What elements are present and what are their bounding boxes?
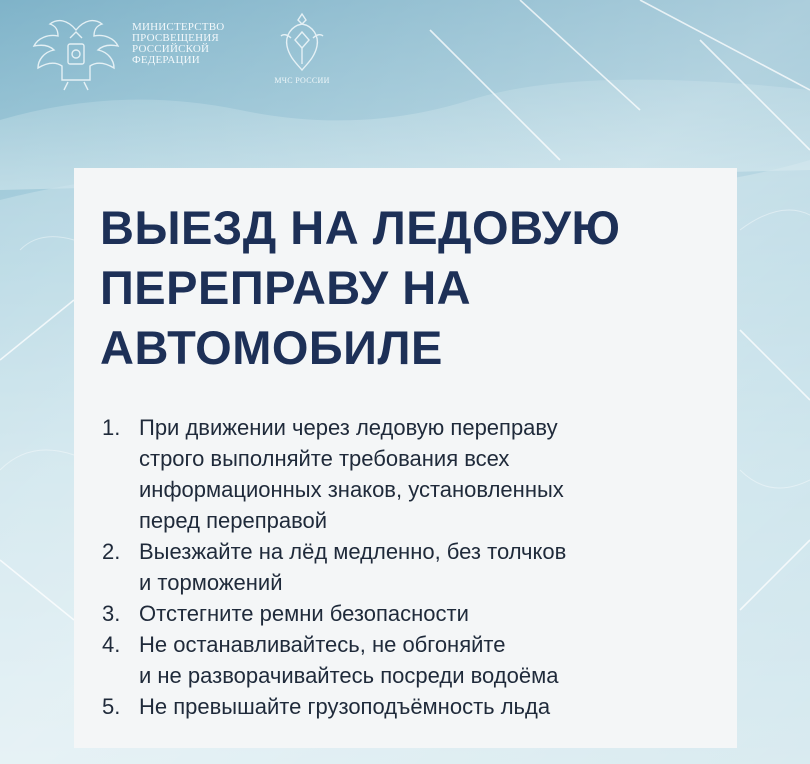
rule-text-line: Выезжайте на лёд медленно, без толчков: [139, 539, 567, 564]
rule-number: 3.: [102, 601, 121, 626]
ministry-header: [28, 10, 252, 92]
rule-text-line: Не превышайте грузоподъёмность льда: [139, 694, 551, 719]
rule-text-line: перед переправой: [139, 508, 328, 533]
rule-item: [102, 691, 722, 722]
ministry-name-line: ФЕДЕРАЦИИ: [132, 54, 200, 66]
rule-item: [102, 629, 722, 691]
ministry-name-line: МИНИСТЕРСТВО: [132, 21, 225, 33]
rule-number: 4.: [102, 632, 121, 657]
card-title: [100, 198, 620, 378]
double-headed-eagle-emblem-icon: [28, 10, 124, 92]
rule-number: 5.: [102, 694, 121, 719]
card-title-line: ПЕРЕПРАВУ НА: [100, 261, 472, 314]
rule-text-line: Не останавливайтесь, не обгоняйте: [139, 632, 506, 657]
rule-text-line: и торможений: [139, 570, 283, 595]
card-title-line: АВТОМОБИЛЕ: [100, 321, 443, 374]
rule-number: 2.: [102, 539, 121, 564]
rule-text-line: информационных знаков, установленных: [139, 477, 564, 502]
rule-item: [102, 412, 722, 536]
info-card: [74, 168, 737, 748]
rule-item: [102, 536, 722, 598]
rule-text-line: Отстегните ремни безопасности: [139, 601, 469, 626]
card-title-line: ВЫЕЗД НА ЛЕДОВУЮ: [100, 201, 621, 254]
ministry-name: [132, 22, 252, 66]
mchs-label: МЧС РОССИИ: [274, 76, 330, 85]
rule-text-line: и не разворачивайтесь посреди водоёма: [139, 663, 559, 688]
mchs-emblem-icon: [279, 10, 325, 74]
ministry-name-line: РОССИЙСКОЙ: [132, 43, 210, 55]
mchs-logo: [262, 10, 342, 85]
rule-text-line: строго выполняйте требования всех: [139, 446, 510, 471]
rules-list: [102, 412, 722, 722]
rule-number: 1.: [102, 415, 121, 440]
rule-text-line: При движении через ледовую переправу: [139, 415, 558, 440]
rule-item: [102, 598, 722, 629]
ministry-name-line: ПРОСВЕЩЕНИЯ: [132, 32, 219, 44]
